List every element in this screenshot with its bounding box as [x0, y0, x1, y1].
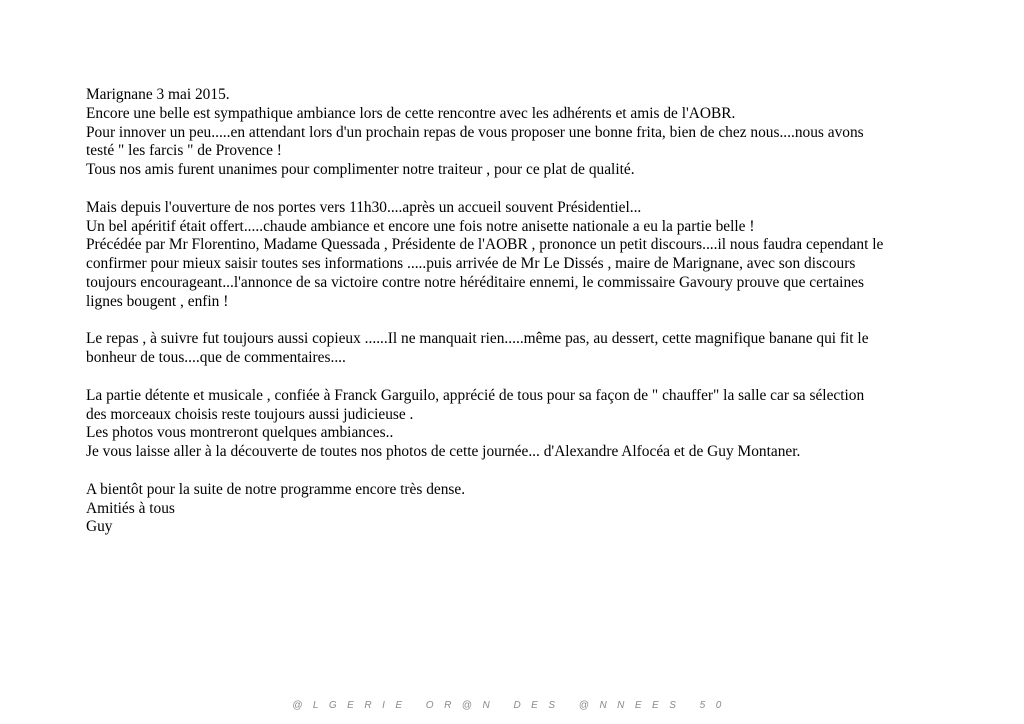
- paragraph-musique: [86, 387, 946, 462]
- text-line: Je vous laisse aller à la découverte de toutes nos photos de cette journée... d'Alexandre Alfocéa et de Guy Montaner.: [86, 443, 801, 461]
- text-line: Un bel apéritif était offert.....chaude ambiance et encore une fois notre anisette nationale a eu la partie belle !: [86, 217, 755, 235]
- text-line: Encore une belle est sympathique ambiance lors de cette rencontre avec les adhérents et amis de l'AOBR.: [86, 104, 736, 122]
- text-line: bonheur de tous....que de commentaires....: [86, 349, 346, 367]
- paragraph-repas: [86, 330, 946, 368]
- text-line: La partie détente et musicale , confiée à Franck Garguilo, apprécié de tous pour sa façon de " chauffer" la salle car sa sélection: [86, 386, 865, 404]
- text-line: confirmer pour mieux saisir toutes ses informations .....puis arrivée de Mr Le Dissés , maire de Marignane, avec son discours: [86, 255, 856, 273]
- text-line: Précédée par Mr Florentino, Madame Quessada , Présidente de l'AOBR , prononce un petit discours....il nous faudra cependant le: [86, 236, 884, 254]
- greeting-line: Amitiés à tous: [86, 499, 175, 517]
- text-line: toujours encourageant...l'annonce de sa victoire contre notre héréditaire ennemi, le commissaire Gavoury prouve que certaines: [86, 273, 864, 291]
- date-line: Marignane 3 mai 2015.: [86, 86, 230, 103]
- signature: Guy: [86, 518, 113, 536]
- text-line: Tous nos amis furent unanimes pour complimenter notre traiteur , pour ce plat de qualité.: [86, 161, 635, 179]
- text-line: Le repas , à suivre fut toujours aussi copieux ......Il ne manquait rien.....même pas, au dessert, cette magnifique banane qui fit le: [86, 330, 869, 348]
- text-line: Mais depuis l'ouverture de nos portes vers 11h30....après un accueil souvent Présidentiel...: [86, 198, 642, 216]
- paragraph-intro: [86, 86, 946, 180]
- footer-watermark: @LGERIE OR@N DES @NNEES 50: [292, 700, 732, 711]
- text-line: des morceaux choisis reste toujours aussi judicieuse .: [86, 405, 414, 423]
- text-line: Les photos vous montreront quelques ambiances..: [86, 424, 394, 442]
- letter-body: [86, 86, 946, 556]
- text-line: testé " les farcis " de Provence !: [86, 142, 282, 160]
- text-line: Pour innover un peu.....en attendant lors d'un prochain repas de vous proposer une bonne frita, bien de chez nous....nous avons: [86, 123, 864, 141]
- text-line: lignes bougent , enfin !: [86, 292, 229, 310]
- paragraph-closing: [86, 481, 946, 537]
- paragraph-aperitif: [86, 199, 946, 312]
- text-line: A bientôt pour la suite de notre programme encore très dense.: [86, 480, 466, 498]
